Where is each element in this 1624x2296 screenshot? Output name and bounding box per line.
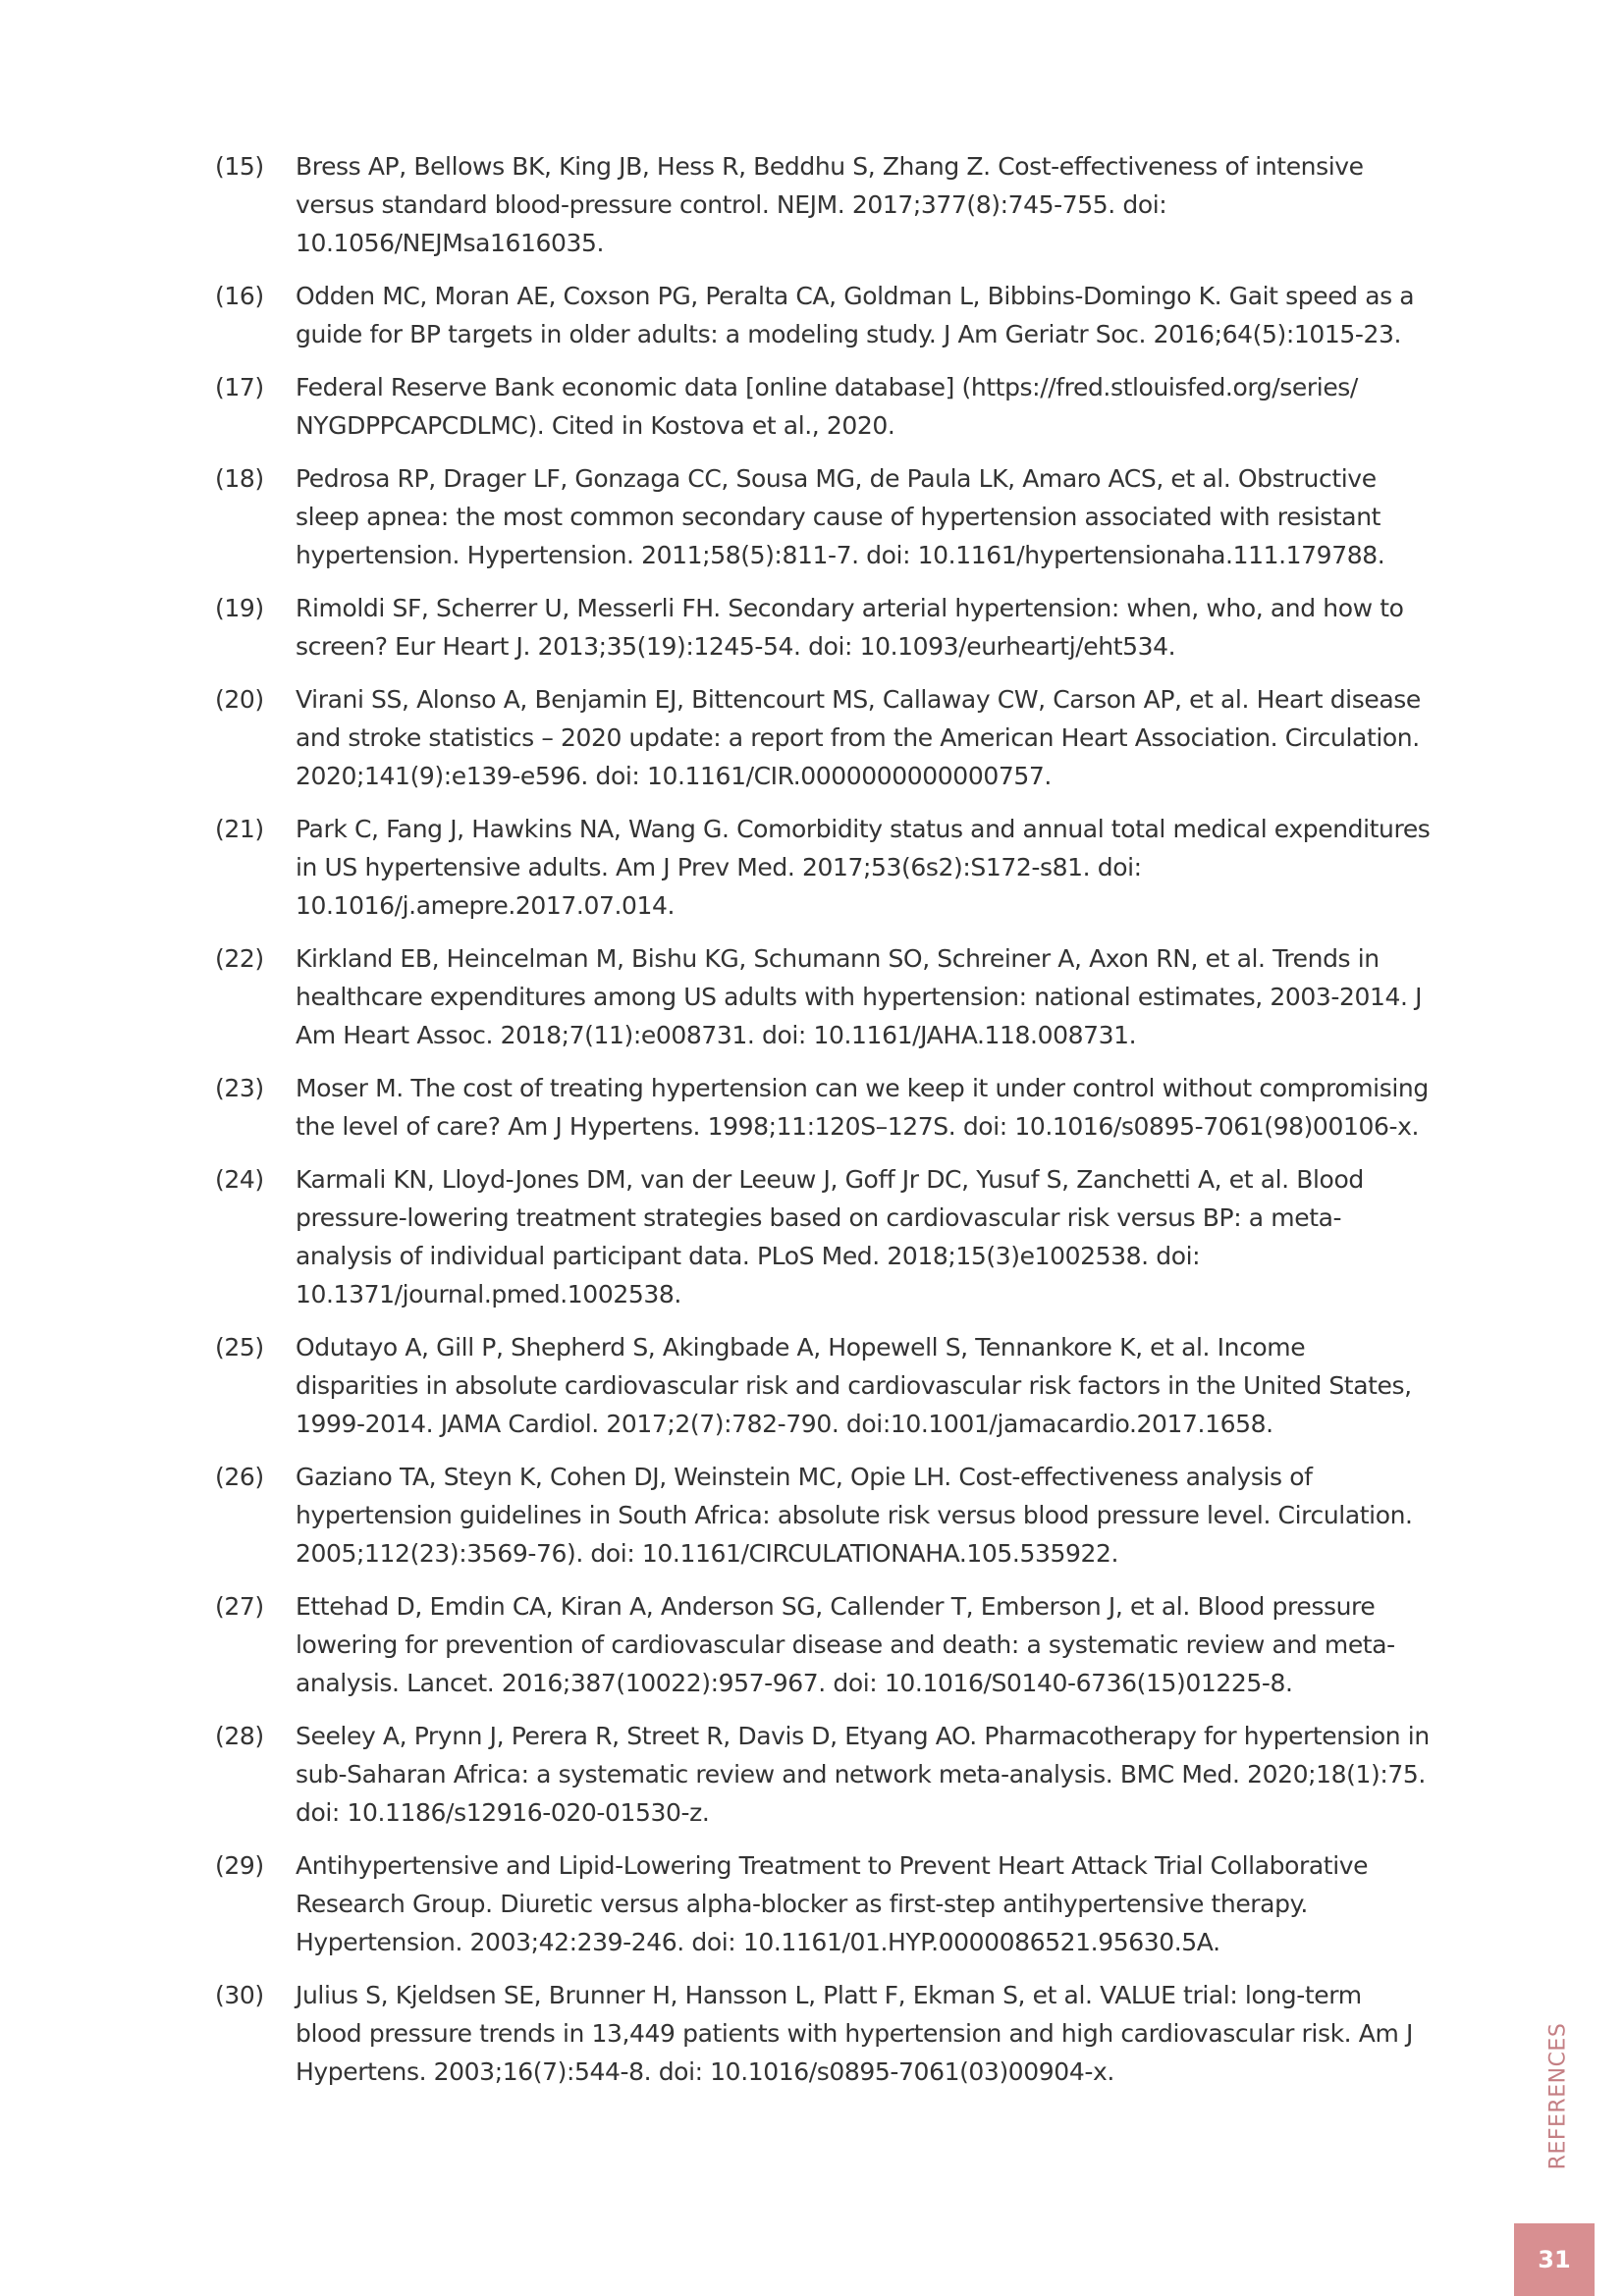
reference-item <box>215 147 1433 262</box>
reference-text: Park C, Fang J, Hawkins NA, Wang G. Comorbidity status and annual total medical expenditures in US hypertensive adults. Am J Prev Med. 2017;53(6s2):S172-s81. doi: 10.1016/j.amepre.2017.07.014. <box>296 815 1431 920</box>
reference-item <box>215 1976 1433 2091</box>
reference-number: (19) <box>215 594 264 622</box>
reference-number: (16) <box>215 282 264 310</box>
reference-number: (26) <box>215 1463 264 1491</box>
reference-number: (29) <box>215 1851 264 1880</box>
reference-item <box>215 368 1433 445</box>
reference-item <box>215 939 1433 1054</box>
reference-number: (22) <box>215 944 264 973</box>
reference-number: (20) <box>215 685 264 714</box>
reference-text: Antihypertensive and Lipid-Lowering Treatment to Prevent Heart Attack Trial Collaborative Research Group. Diuretic versus alpha-blocker as first-step antihypertensive therapy. Hypertension. 2003;42:239-246. doi: 10.1161/01.HYP.0000086521.95630.5A. <box>296 1851 1369 1956</box>
reference-item <box>215 1069 1433 1146</box>
reference-text: Seeley A, Prynn J, Perera R, Street R, Davis D, Etyang AO. Pharmacotherapy for hypertension in sub-Saharan Africa: a systematic review and network meta-analysis. BMC Med. 2020;18(1):75. doi: 10.1186/s12916-020-01530-z. <box>296 1722 1430 1827</box>
reference-item <box>215 680 1433 795</box>
reference-text: Karmali KN, Lloyd-Jones DM, van der Leeuw J, Goff Jr DC, Yusuf S, Zanchetti A, et al. Blood pressure-lowering treatment strategies based on cardiovascular risk versus BP: a meta-analysis of individual participant data. PLoS Med. 2018;15(3)e1002538. doi: 10.1371/journal.pmed.1002538. <box>296 1165 1364 1308</box>
reference-number: (17) <box>215 373 264 401</box>
reference-number: (15) <box>215 152 264 181</box>
section-side-label-text: REFERENCES <box>1545 2022 1571 2169</box>
reference-text: Kirkland EB, Heincelman M, Bishu KG, Schumann SO, Schreiner A, Axon RN, et al. Trends in healthcare expenditures among US adults with hypertension: national estimates, 2003-2014. J Am Heart Assoc. 2018;7(11):e008731. doi: 10.1161/JAHA.118.008731. <box>296 944 1423 1049</box>
reference-item <box>215 1587 1433 1702</box>
reference-text: Gaziano TA, Steyn K, Cohen DJ, Weinstein MC, Opie LH. Cost-effectiveness analysis of hypertension guidelines in South Africa: absolute risk versus blood pressure level. Circulation. 2005;112(23):3569-76). doi: 10.1161/CIRCULATIONAHA.105.535922. <box>296 1463 1413 1568</box>
reference-item <box>215 1328 1433 1443</box>
reference-number: (18) <box>215 464 264 493</box>
section-side-label <box>1534 2022 1583 2169</box>
reference-number: (30) <box>215 1981 264 2009</box>
reference-text: Moser M. The cost of treating hypertension can we keep it under control without compromising the level of care? Am J Hypertens. 1998;11:120S–127S. doi: 10.1016/s0895-7061(98)00106-x. <box>296 1074 1429 1141</box>
reference-number: (24) <box>215 1165 264 1194</box>
reference-number: (25) <box>215 1333 264 1362</box>
reference-text: Federal Reserve Bank economic data [online database] (https://fred.stlouisfed.org/series/ NYGDPPCAPCDLMC). Cited in Kostova et al., 2020. <box>296 373 1358 440</box>
reference-item <box>215 1160 1433 1313</box>
reference-list <box>215 147 1433 2106</box>
page-number: 31 <box>1538 2246 1571 2273</box>
reference-number: (27) <box>215 1592 264 1621</box>
page-number-badge <box>1514 2223 1595 2296</box>
reference-item <box>215 459 1433 574</box>
reference-item <box>215 1846 1433 1961</box>
reference-item <box>215 277 1433 353</box>
reference-text: Bress AP, Bellows BK, King JB, Hess R, Beddhu S, Zhang Z. Cost-effectiveness of intensive versus standard blood-pressure control. NEJM. 2017;377(8):745-755. doi: 10.1056/NEJMsa1616035. <box>296 152 1364 257</box>
reference-text: Julius S, Kjeldsen SE, Brunner H, Hansson L, Platt F, Ekman S, et al. VALUE trial: long-term blood pressure trends in 13,449 patients with hypertension and high cardiovascular risk. Am J Hypertens. 2003;16(7):544-8. doi: 10.1016/s0895-7061(03)00904-x. <box>296 1981 1413 2086</box>
reference-text: Odden MC, Moran AE, Coxson PG, Peralta CA, Goldman L, Bibbins-Domingo K. Gait speed as a guide for BP targets in older adults: a modeling study. J Am Geriatr Soc. 2016;64(5):1015-23. <box>296 282 1415 348</box>
reference-text: Odutayo A, Gill P, Shepherd S, Akingbade A, Hopewell S, Tennankore K, et al. Income disparities in absolute cardiovascular risk and cardiovascular risk factors in the United States, 1999-2014. JAMA Cardiol. 2017;2(7):782-790. doi:10.1001/jamacardio.2017.1658. <box>296 1333 1412 1438</box>
reference-number: (21) <box>215 815 264 843</box>
reference-text: Ettehad D, Emdin CA, Kiran A, Anderson SG, Callender T, Emberson J, et al. Blood pressure lowering for prevention of cardiovascular disease and death: a systematic review and meta-analysis. Lancet. 2016;387(10022):957-967. doi: 10.1016/S0140-6736(15)01225-8. <box>296 1592 1395 1697</box>
reference-text: Rimoldi SF, Scherrer U, Messerli FH. Secondary arterial hypertension: when, who, and how to screen? Eur Heart J. 2013;35(19):1245-54. doi: 10.1093/eurheartj/eht534. <box>296 594 1404 661</box>
reference-number: (28) <box>215 1722 264 1750</box>
reference-text: Pedrosa RP, Drager LF, Gonzaga CC, Sousa MG, de Paula LK, Amaro ACS, et al. Obstructive sleep apnea: the most common secondary cause of hypertension associated with resistant hypertension. Hypertension. 2011;58(5):811-7. doi: 10.1161/hypertensionaha.111.179788. <box>296 464 1385 569</box>
reference-number: (23) <box>215 1074 264 1102</box>
reference-text: Virani SS, Alonso A, Benjamin EJ, Bittencourt MS, Callaway CW, Carson AP, et al. Heart disease and stroke statistics – 2020 update: a report from the American Heart Association. Circulation. 2020;141(9):e139-e596. doi: 10.1161/CIR.0000000000000757. <box>296 685 1421 790</box>
reference-item <box>215 1717 1433 1832</box>
reference-item <box>215 810 1433 925</box>
reference-item <box>215 1458 1433 1573</box>
reference-item <box>215 589 1433 666</box>
